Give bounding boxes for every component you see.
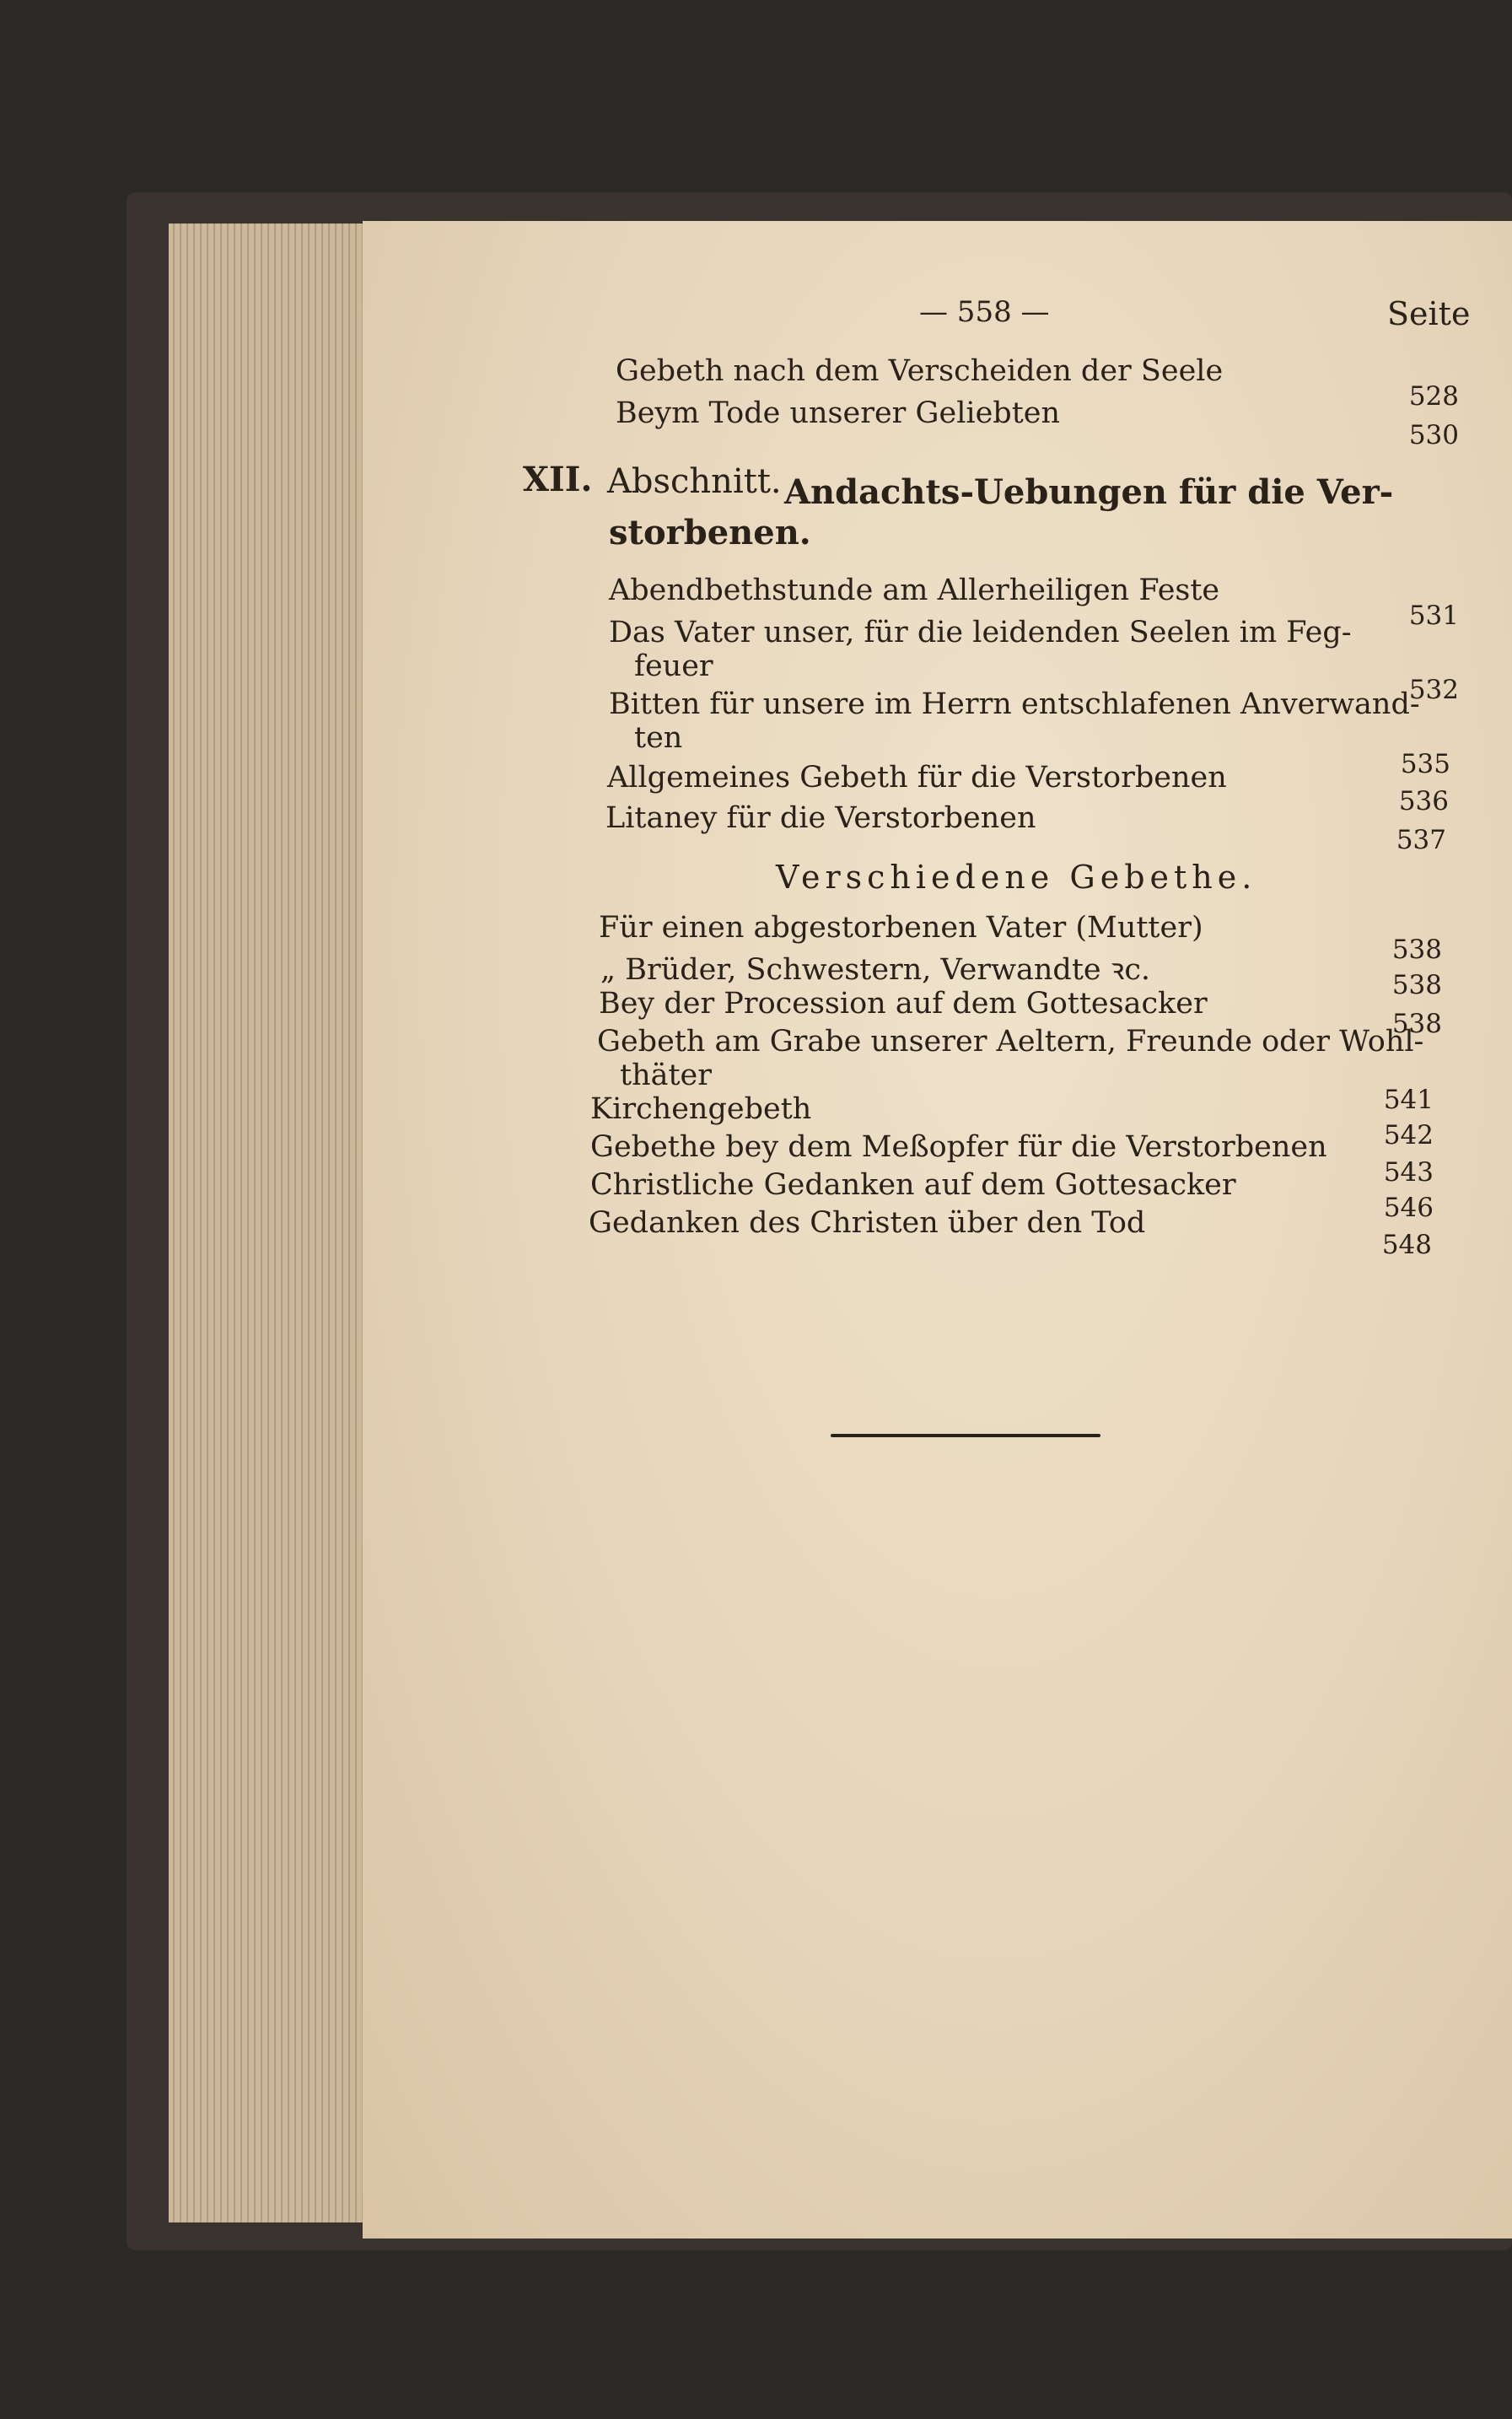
section-number: XII.: [523, 460, 593, 499]
toc-entry-text-cont: ten: [634, 721, 683, 755]
column-label-seite: Seite: [1387, 295, 1471, 332]
toc-entry-page: 548: [1381, 1230, 1432, 1260]
toc-entry-text: Gedanken des Christen über den Tod: [589, 1206, 1146, 1240]
toc-entry-text-cont: thäter: [620, 1059, 712, 1092]
toc-entry-page: 538: [1391, 935, 1442, 965]
toc-entry-page: 546: [1383, 1193, 1434, 1223]
toc-entry-page: 538: [1391, 970, 1442, 1000]
section-title-line1: Andachts-Uebungen für die Ver-: [784, 472, 1394, 512]
toc-entry-page: 543: [1383, 1157, 1434, 1188]
toc-entry-page: 541: [1383, 1085, 1434, 1115]
toc-entry-page: 537: [1396, 825, 1446, 855]
end-rule: [831, 1434, 1100, 1437]
toc-entry-text: Bitten für unsere im Herrn entschlafenen Anverwand-: [609, 687, 1420, 721]
toc-entry-text: Litaney für die Verstorbenen: [605, 801, 1036, 835]
subheading: Verschiedene Gebethe.: [776, 859, 1257, 896]
page-number: — 558 —: [919, 295, 1050, 329]
toc-entry-text: Abendbethstunde am Allerheiligen Feste: [609, 574, 1220, 607]
toc-entry-page: 530: [1408, 420, 1459, 450]
toc-entry-text: Kirchengebeth: [590, 1092, 812, 1126]
toc-entry-text: „ Brüder, Schwestern, Verwandte ꝛc.: [600, 953, 1151, 987]
toc-entry-page: 531: [1408, 601, 1459, 631]
toc-entry-page: 542: [1383, 1120, 1434, 1150]
toc-entry-text: Gebeth am Grabe unserer Aeltern, Freunde oder Wohl-: [597, 1025, 1424, 1059]
section-title-line2: storbenen.: [609, 513, 811, 552]
toc-entry-text: Für einen abgestorbenen Vater (Mutter): [599, 911, 1203, 945]
toc-entry-page: 528: [1408, 381, 1459, 412]
toc-entry-page: 538: [1391, 1009, 1442, 1039]
toc-entry-text: Gebeth nach dem Verscheiden der Seele: [616, 354, 1224, 388]
toc-entry-page: 536: [1398, 786, 1449, 816]
toc-entry-text: Christliche Gedanken auf dem Gottesacker: [590, 1168, 1236, 1202]
toc-entry-text: Gebethe bey dem Meßopfer für die Verstorbenen: [590, 1130, 1327, 1164]
section-label: Abschnitt.: [607, 462, 782, 501]
toc-entry-text: Bey der Procession auf dem Gottesacker: [599, 987, 1208, 1021]
toc-entry-text-cont: feuer: [634, 649, 713, 683]
toc-entry-text: Beym Tode unserer Geliebten: [616, 396, 1061, 430]
toc-entry-text: Das Vater unser, für die leidenden Seelen im Feg-: [609, 616, 1352, 649]
toc-entry-page: 535: [1400, 749, 1450, 779]
toc-entry-page: 532: [1408, 675, 1459, 705]
toc-entry-text: Allgemeines Gebeth für die Verstorbenen: [607, 761, 1227, 795]
